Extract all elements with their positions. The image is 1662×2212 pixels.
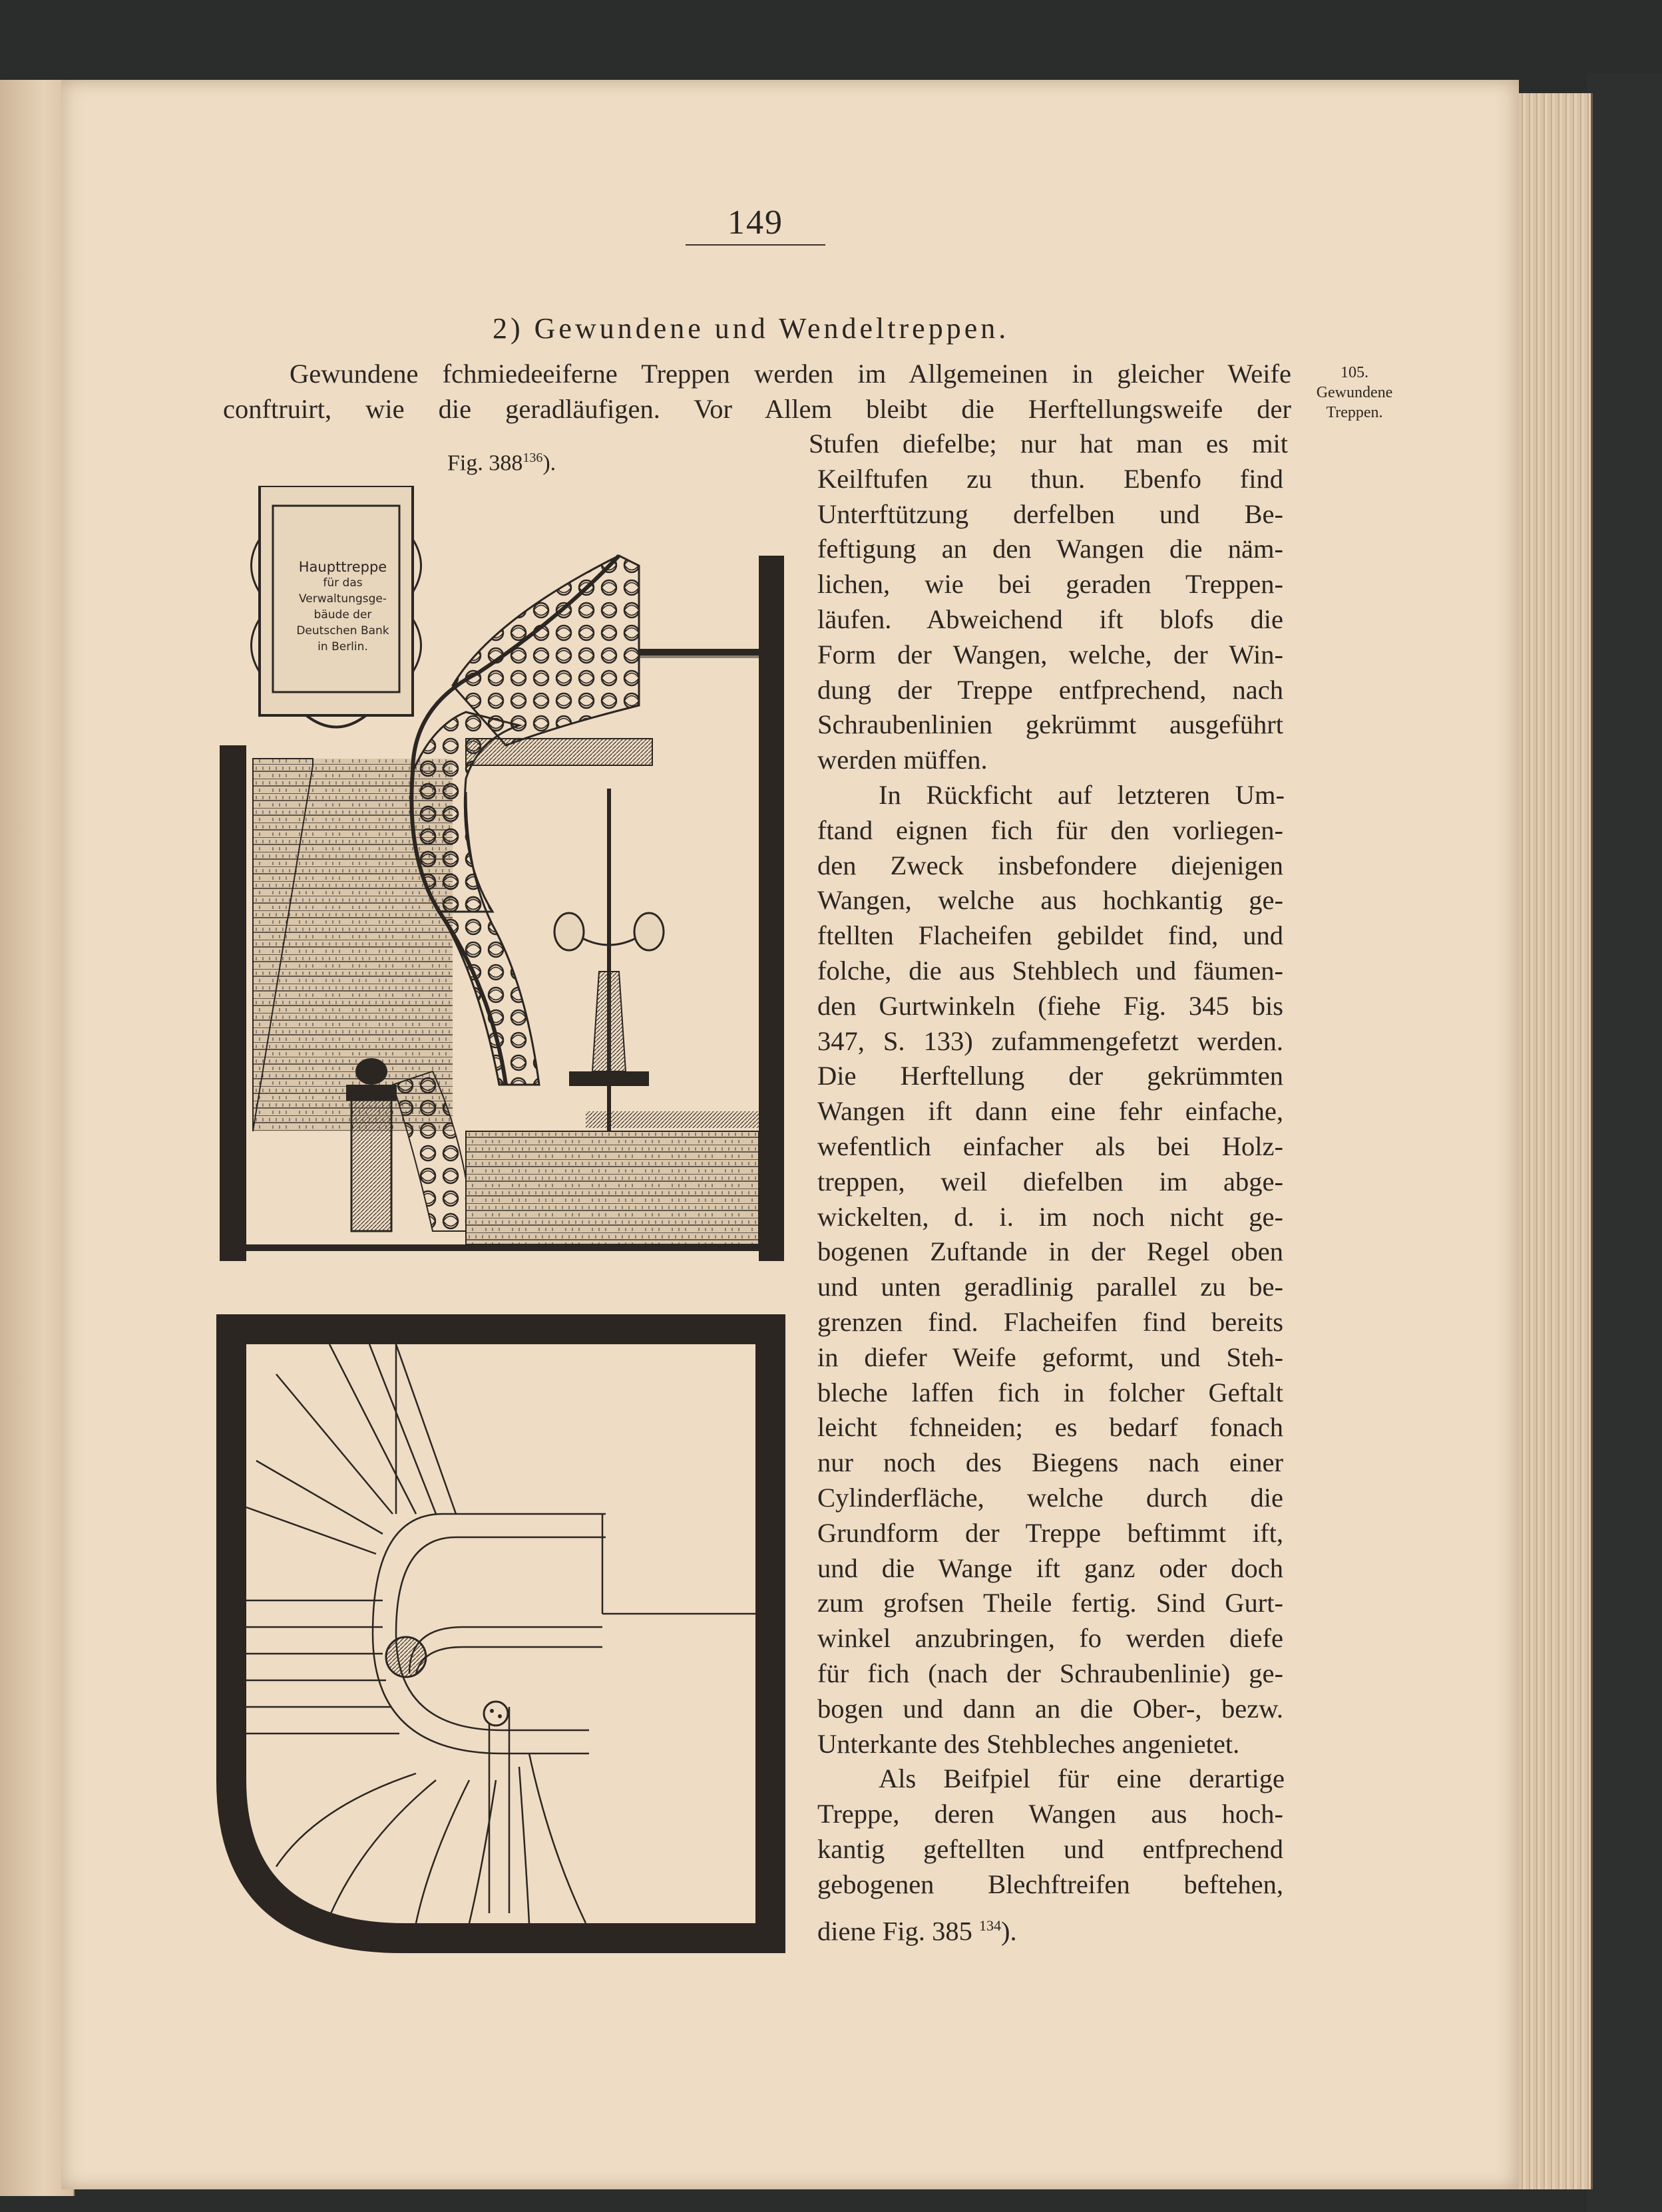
text-line: Cylinderfläche, welche durch die bbox=[817, 1483, 1283, 1513]
text-line: lichen, wie bei geraden Treppen- bbox=[817, 569, 1283, 600]
figure-caption-footnote: 136 bbox=[522, 451, 543, 465]
text-line: Unterftützung derfelben und Be- bbox=[817, 498, 1283, 529]
final-close: ). bbox=[1000, 1916, 1017, 1946]
text-line: werden müffen. bbox=[817, 745, 988, 775]
text-line: feftigung an den Wangen die näm- bbox=[817, 534, 1283, 564]
plaque-line: bäude der bbox=[313, 608, 372, 622]
text-line: Stufen diefelbe; nur hat man es mit bbox=[809, 429, 1288, 459]
text-line: Die Herftellung der gekrümmten bbox=[817, 1061, 1283, 1091]
final-text-line bbox=[817, 1909, 1017, 1949]
figure-plaque bbox=[286, 512, 399, 712]
text-line: winkel anzubringen, fo werden diefe bbox=[817, 1623, 1283, 1654]
text-line: Treppe, deren Wangen aus hoch- bbox=[817, 1799, 1283, 1829]
text-line: in diefer Weife geformt, und Steh- bbox=[817, 1342, 1283, 1372]
text-line: bogenen Zuftande in der Regel oben bbox=[817, 1236, 1283, 1267]
text-line: Wangen ift dann eine fehr einfache, bbox=[817, 1096, 1283, 1127]
text-line: Unterkante des Stehbleches angenietet. bbox=[817, 1728, 1240, 1759]
page-number-rule bbox=[686, 244, 825, 246]
margin-note bbox=[1305, 363, 1404, 423]
final-text: diene Fig. 385 bbox=[817, 1916, 972, 1946]
text-line: Form der Wangen, welche, der Win- bbox=[817, 639, 1283, 669]
figure-caption bbox=[447, 451, 556, 476]
text-line: nur noch des Biegens nach einer bbox=[817, 1447, 1283, 1478]
plaque-line: in Berlin. bbox=[317, 640, 368, 653]
staircase-plan-figure bbox=[216, 1314, 785, 1953]
text-line: wickelten, d. i. im noch nicht ge- bbox=[817, 1201, 1283, 1232]
plaque-line: für das bbox=[323, 576, 363, 590]
text-line: Keilftufen zu thun. Ebenfo find bbox=[817, 463, 1283, 494]
text-line: grenzen find. Flacheifen find bereits bbox=[817, 1307, 1283, 1337]
section-heading: 2) Gewundene und Wendeltreppen. bbox=[493, 312, 1010, 345]
final-footnote: 134 bbox=[978, 1917, 1001, 1934]
margin-note-number: 105. bbox=[1341, 364, 1368, 381]
text-line: Gewundene fchmiedeeiferne Treppen werden im Allgemeinen in gleicher Weife bbox=[290, 359, 1291, 389]
text-line: kantig geftellten und entfprechend bbox=[817, 1834, 1283, 1864]
text-line: bleche laffen fich in folcher Geftalt bbox=[817, 1377, 1283, 1407]
text-line: folche, die aus Stehblech und fäumen- bbox=[817, 956, 1283, 986]
text-line: Als Beifpiel für eine derartige bbox=[879, 1763, 1285, 1794]
text-line: Grundform der Treppe beftimmt ift, bbox=[817, 1517, 1283, 1548]
text-line: bogen und dann an die Ober-, bezw. bbox=[817, 1693, 1283, 1724]
text-line: Wangen, welche aus hochkantig ge- bbox=[817, 885, 1283, 916]
margin-note-line: Treppen. bbox=[1326, 404, 1383, 421]
text-line: läufen. Abweichend ift blofs die bbox=[817, 604, 1283, 634]
text-line: ftand eignen fich für den vorliegen- bbox=[817, 815, 1283, 845]
text-line: Schraubenlinien gekrümmt ausgeführt bbox=[817, 709, 1283, 740]
text-line: wefentlich einfacher als bei Holz- bbox=[817, 1131, 1283, 1161]
figure-caption-close: ). bbox=[542, 451, 556, 476]
book-cover bbox=[1587, 73, 1662, 2212]
plaque-line: Verwaltungsge- bbox=[298, 592, 387, 606]
plaque-line: Deutschen Bank bbox=[296, 624, 389, 638]
plaque-line: Haupttreppe bbox=[298, 559, 387, 575]
text-line: für fich (nach der Schraubenlinie) ge- bbox=[817, 1658, 1283, 1688]
figure-caption-text: Fig. 388 bbox=[447, 451, 523, 476]
text-line: den Gurtwinkeln (fiehe Fig. 345 bis bbox=[817, 990, 1283, 1021]
margin-note-line: Gewundene bbox=[1316, 384, 1393, 401]
text-line: gebogenen Blechftreifen beftehen, bbox=[817, 1869, 1283, 1899]
text-line: conftruirt, wie die geradläufigen. Vor Allem bleibt die Herftellungsweife der bbox=[223, 394, 1291, 424]
text-line: leicht fchneiden; es bedarf fonach bbox=[817, 1412, 1283, 1443]
text-line: und die Wange ift ganz oder doch bbox=[817, 1553, 1283, 1583]
text-line: In Rückficht auf letzteren Um- bbox=[879, 780, 1285, 810]
text-line: treppen, weil diefelben im abge- bbox=[817, 1166, 1283, 1197]
page-edges bbox=[1511, 93, 1593, 2189]
text-line: den Zweck insbefondere diejenigen bbox=[817, 850, 1283, 880]
text-line: 347, S. 133) zufammengefetzt werden. bbox=[817, 1025, 1283, 1056]
text-line: zum grofsen Theile fertig. Sind Gurt- bbox=[817, 1588, 1283, 1618]
text-line: ftellten Flacheifen gebildet find, und bbox=[817, 920, 1283, 951]
page-number: 149 bbox=[727, 204, 783, 242]
text-line: und unten geradlinig parallel zu be- bbox=[817, 1272, 1283, 1302]
text-line: dung der Treppe entfprechend, nach bbox=[817, 674, 1283, 705]
